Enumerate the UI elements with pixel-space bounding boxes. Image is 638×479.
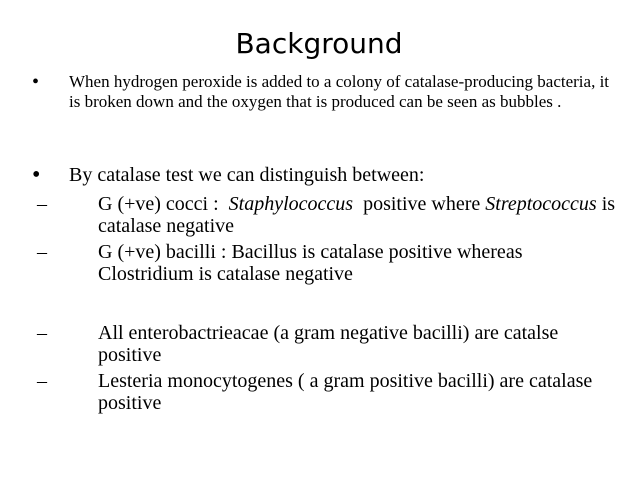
sub-bullet-text: Lesteria monocytogenes ( a gram positive bacilli) are catalase positive: [98, 370, 593, 414]
sub-bullet-text: G (+ve) bacilli : Bacillus is catalase positive whereas Clostridium is catalase negative: [98, 241, 523, 285]
bullet-text-catalase-test: By catalase test we can distinguish between:: [69, 164, 425, 186]
dash-marker: –: [37, 193, 47, 215]
sub-bullet-text: All enterobactrieacae (a gram negative bacilli) are catalse positive: [98, 322, 559, 366]
dash-marker: –: [37, 241, 47, 263]
dash-marker: –: [37, 370, 47, 392]
sub-bullet-text: [98, 193, 618, 237]
bullet-marker: •: [32, 162, 41, 188]
cocci-prefix: G (+ve) cocci :: [98, 193, 219, 215]
genus-staphylococcus: Staphylococcus: [228, 193, 354, 215]
slide-title: Background: [235, 27, 403, 60]
dash-marker: –: [37, 322, 47, 344]
cocci-suffix: is catalase negative: [98, 193, 616, 237]
bullet-text-hydrogen-peroxide: When hydrogen peroxide is added to a colony of catalase-producing bacteria, it is broken down and the oxygen that is produced can be seen as bubbles .: [69, 72, 610, 111]
cocci-middle: positive where: [363, 193, 481, 215]
bullet-marker: •: [32, 71, 40, 93]
genus-streptococcus: Streptococcus: [485, 193, 597, 215]
